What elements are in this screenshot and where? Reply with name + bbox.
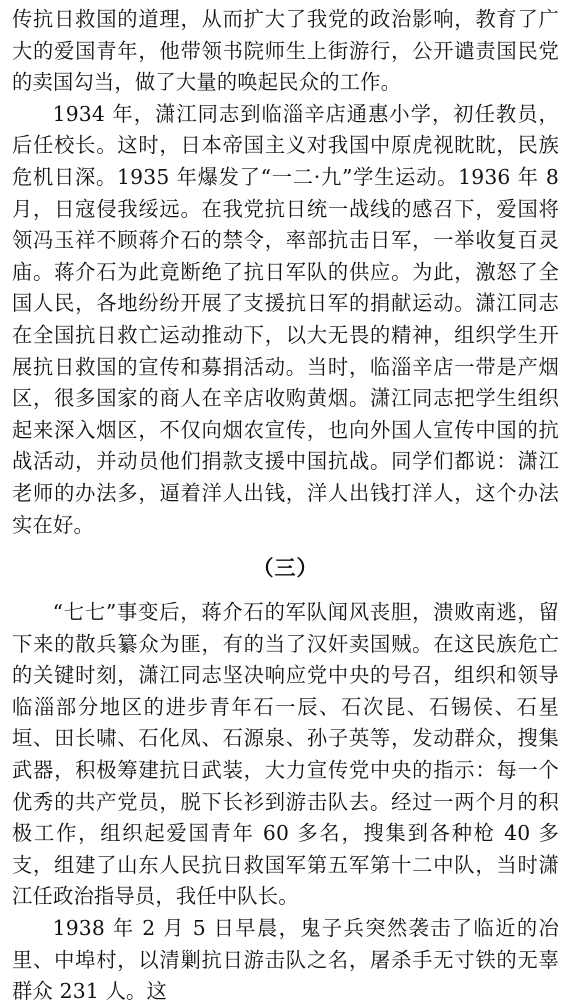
paragraph-4: 1938 年 2 月 5 日早晨，鬼子兵突然袭击了临近的冶里、中埠村，以清剿抗日游击队之名，屠杀手无寸铁的无辜群众 231 人。这 bbox=[12, 916, 559, 1004]
paragraph-2: 1934 年，潇江同志到临淄辛店通惠小学，初任教员，后任校长。这时，日本帝国主义对我国中原虎视眈眈，民族危机日深。1935 年爆发了“一二·九”学生运动。1936 年 8 月，日寇侵我绥远。在我党抗日统一战线的感召下，爱国将领冯玉祥不顾蒋介石的禁令，率部抗击日军，一举收复百灵庙。蒋介石为此竟断绝了抗日军队的供应。为此，激怒了全国人民，各地纷纷开展了支援抗日军的捐献运动。潇江同志在全国抗日救亡运动推动下，以大无畏的精神，组织学生开展抗日救国的宣传和募捐活动。当时，临淄辛店一带是产烟区，很多国家的商人在辛店收购黄烟。潇江同志把学生组织起来深入烟区，不仅向烟农宣传，也向外国人宣传中国的抗战活动，并动员他们捐款支援中国抗战。同学们都说：潇江老师的办法多，逼着洋人出钱，洋人出钱打洋人，这个办法实在好。 bbox=[12, 101, 559, 537]
paragraph-1: 传抗日救国的道理，从而扩大了我党的政治影响，教育了广大的爱国青年，他带领书院师生上街游行，公开谴责国民党的卖国勾当，做了大量的唤起民众的工作。 bbox=[12, 7, 559, 95]
section-heading: （三） bbox=[252, 555, 319, 581]
paragraph-3: “七七”事变后，蒋介石的军队闻风丧胆，溃败南逃，留下来的散兵纂众为匪，有的当了汉奸卖国贼。在这民族危亡的关键时刻，潇江同志坚决响应党中央的号召，组织和领导临淄部分地区的进步青年石一辰、石次昆、石锡侯、石星垣、田长啸、石化凤、石源泉、孙子英等，发动群众，搜集武器，积极筹建抗日武装，大力宣传党中央的指示：每一个优秀的共产党员，脱下长衫到游击队去。经过一两个月的积极工作，组织起爱国青年 60 多名，搜集到各种枪 40 多支，组建了山东人民抗日救国军第五军第十二中队，当时潇江任政治指导员，我任中队长。 bbox=[12, 600, 559, 909]
